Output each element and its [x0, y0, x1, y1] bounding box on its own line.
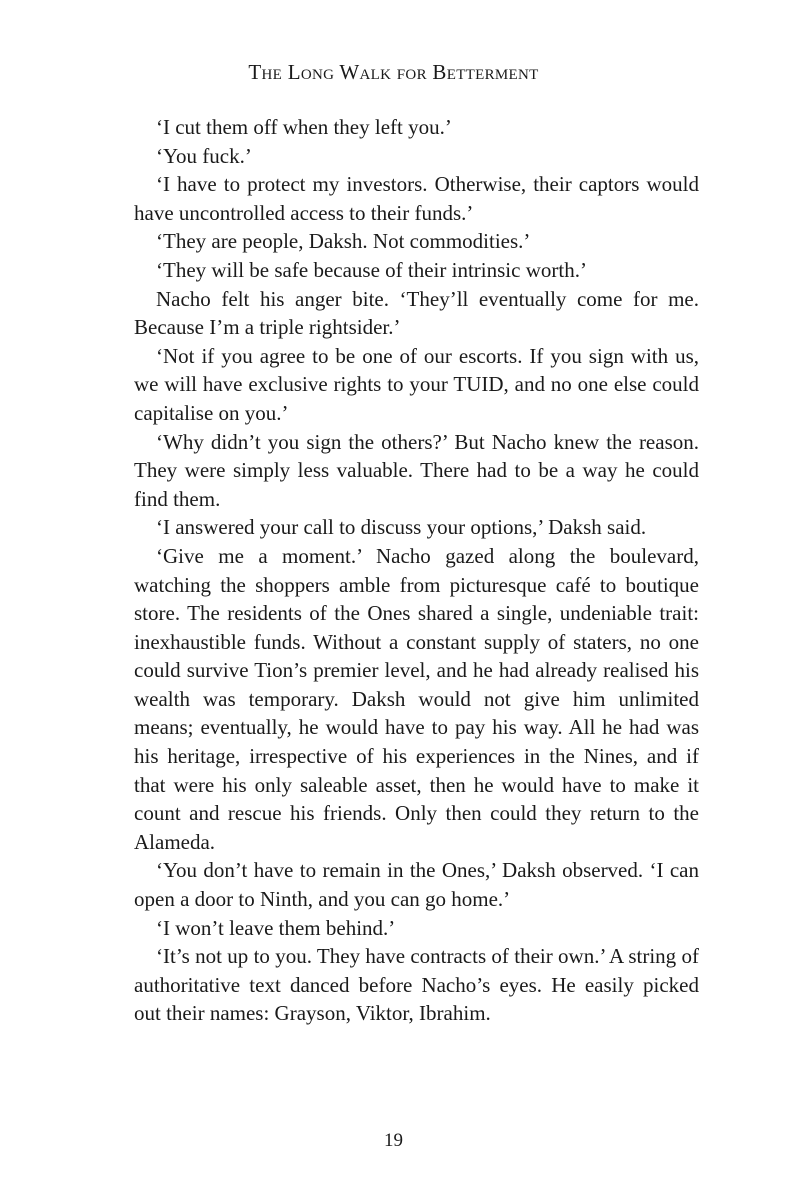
- paragraph: ‘Why didn’t you sign the others?’ But Nacho knew the reason. They were simply less valuable. There had to be a way he could find them.: [134, 429, 699, 511]
- paragraph: ‘You don’t have to remain in the Ones,’ Daksh observed. ‘I can open a door to Ninth, and you can go home.’: [134, 858, 699, 912]
- running-head: The Long Walk for Betterment: [248, 60, 539, 84]
- paragraph: ‘It’s not up to you. They have contracts of their own.’ A string of authoritative text danced before Nacho’s eyes. He easily picked out their names: Grayson, Viktor, Ibrahim.: [134, 944, 699, 1026]
- paragraph: ‘Not if you agree to be one of our escorts. If you sign with us, we will have exclusive rights to your TUID, and no one else could capitalise on you.’: [134, 343, 699, 425]
- paragraph: ‘You fuck.’: [156, 143, 252, 168]
- paragraph: ‘I cut them off when they left you.’: [156, 115, 452, 139]
- paragraph: ‘I have to protect my investors. Otherwise, their captors would have uncontrolled access to their funds.’: [134, 172, 699, 225]
- paragraph: ‘I answered your call to discuss your options,’ Daksh said.: [156, 515, 647, 540]
- paragraph: ‘Give me a moment.’ Nacho gazed along the boulevard, watching the shoppers amble from picturesque café to boutique store. The residents of the Ones shared a single, undeniable trait: inexhaustible funds. Without a constant supply of staters, no one could survive Tion’s premier level, and he had already realised his wealth was temporary. Daksh would not give him unlimited means; eventually, he would have to pay his way. All he had was his heritage, irrespective of his experiences in the Nines, and if that were his only saleable asset, then he would have to make it count and rescue his friends. Only then could they return to the Alameda.: [134, 543, 699, 854]
- paragraph: ‘I won’t leave them behind.’: [156, 915, 396, 940]
- paragraph: ‘They are people, Daksh. Not commodities.’: [156, 229, 531, 254]
- paragraph: ‘They will be safe because of their intrinsic worth.’: [156, 257, 587, 282]
- body-text: [134, 113, 699, 1028]
- paragraph: Nacho felt his anger bite. ‘They’ll eventually come for me. Because I’m a triple rightsider.’: [134, 286, 699, 340]
- page-number: 19: [384, 1130, 403, 1151]
